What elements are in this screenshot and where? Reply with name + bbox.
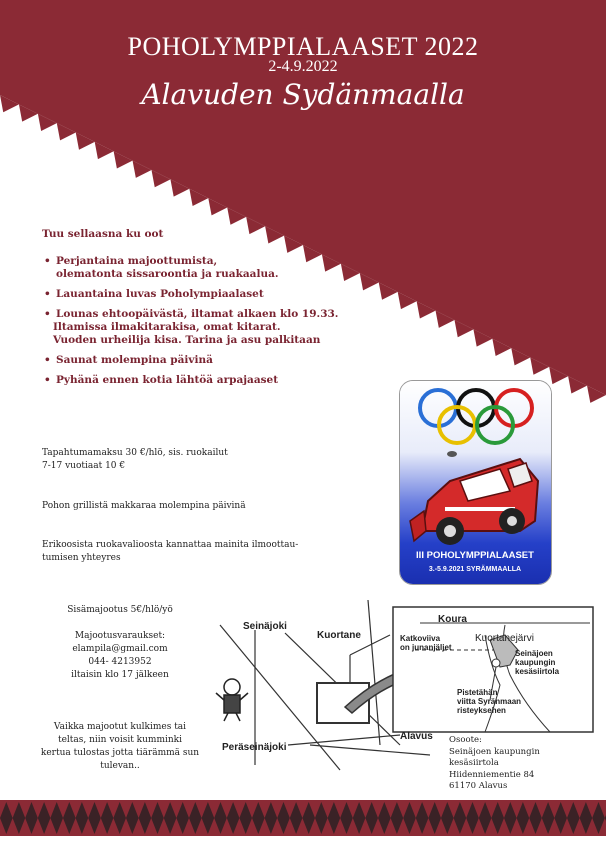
program-item-text: Lauantaina luvas Poholympiaalaset bbox=[56, 288, 264, 300]
program-item-text: Iltamissa ilmakitarakisa, omat kitarat. bbox=[53, 321, 281, 333]
booking-label: Majootusvaraukset: bbox=[74, 631, 166, 641]
address-line: Seinäjoen kaupungin bbox=[449, 746, 540, 757]
grill-info: Pohon grillistä makkaraa molempina päivinä bbox=[42, 501, 246, 511]
map-label-katkoviiva bbox=[400, 634, 452, 652]
booking-email: elampila@gmail.com bbox=[72, 644, 168, 654]
lodging-price: Sisämajootus 5€/hlö/yö bbox=[67, 605, 173, 615]
program-item-text: Pyhänä ennen kotia lähtöä arpajaaset bbox=[56, 374, 279, 386]
note-line: kertua tulostas jotta tiärämmä sun bbox=[40, 748, 200, 758]
booking-hours: iltaisin klo 17 jälkeen bbox=[71, 670, 169, 680]
map-label-kuortane: Kuortane bbox=[317, 630, 361, 641]
map-label-seinajoki: Seinäjoki bbox=[243, 621, 287, 632]
list-item bbox=[44, 255, 344, 281]
address-block bbox=[449, 735, 540, 793]
map-label-pistetahan bbox=[457, 688, 521, 715]
fee-info bbox=[42, 447, 228, 473]
note-line: Vaikka majootut kulkimes tai bbox=[53, 722, 187, 732]
map-label-alavus: Alavus bbox=[400, 731, 433, 742]
diet-info bbox=[42, 539, 298, 565]
piste-line: viitta Syränmaan bbox=[457, 697, 522, 706]
bird-icon bbox=[447, 451, 457, 457]
program-item-text: olematonta sissaroontia ja ruakaalua. bbox=[56, 268, 279, 280]
event-dates: 2-4.9.2022 bbox=[268, 58, 338, 75]
diet-line: tumisen yhteyres bbox=[42, 553, 121, 563]
address-label: Osoote: bbox=[449, 735, 482, 745]
booking-phone: 044- 4213952 bbox=[88, 657, 152, 667]
katkoviiva-line: on junanjäljet bbox=[400, 643, 452, 652]
katkoviiva-line: Katkoviiva bbox=[400, 634, 441, 643]
badge-illustration bbox=[400, 381, 551, 584]
piste-line: risteyksehen bbox=[457, 706, 506, 715]
diet-line: Erikoosista ruokavalioosta kannattaa mainita ilmoottau- bbox=[42, 540, 299, 550]
program-item-text: Saunat molempina päivinä bbox=[56, 354, 213, 366]
list-item bbox=[44, 354, 344, 367]
list-item bbox=[44, 308, 344, 347]
map-label-koura: Koura bbox=[438, 614, 467, 625]
list-item bbox=[44, 288, 344, 301]
badge-subtitle: 3.-5.9.2021 SYRÄMMAALLA bbox=[428, 566, 522, 573]
program-list bbox=[44, 255, 344, 394]
program-item-text: Lounas ehtoopäivästä, iltamat alkaen klo 19.33. bbox=[56, 308, 339, 320]
address-line: Hiidenniementie 84 bbox=[449, 769, 535, 780]
event-title: POHOLYMPPIALAASET 2022 bbox=[127, 32, 479, 61]
lodging-note bbox=[20, 721, 220, 773]
map-label-kuortanejarvi: Kuortanejärvi bbox=[475, 633, 534, 644]
list-item bbox=[44, 374, 344, 387]
kesasiirtola-line: kaupungin bbox=[515, 658, 556, 667]
kesasiirtola-line: Seinäjoen bbox=[515, 649, 553, 658]
note-line: tulevan.. bbox=[100, 761, 140, 771]
event-location: Alavuden Sydänmaalla bbox=[141, 78, 465, 111]
poholympia-badge bbox=[399, 380, 552, 585]
kesasiirtola-line: kesäsiirtola bbox=[515, 667, 560, 676]
address-line: kesäsiirtola bbox=[449, 758, 499, 768]
fee-line: Tapahtumamaksu 30 €/hlö, sis. ruokailut bbox=[42, 448, 228, 458]
program-item-text: Perjantaina majoottumista, bbox=[56, 255, 218, 267]
map-label-kesasiirtola bbox=[515, 649, 559, 676]
lodging-booking bbox=[30, 630, 210, 682]
note-line: teltas, niin voisit kumminki bbox=[57, 735, 183, 745]
fee-line: 7-17 vuotiaat 10 € bbox=[42, 461, 126, 471]
piste-line: Pistetähän bbox=[457, 688, 498, 697]
address-line: 61170 Alavus bbox=[449, 781, 508, 791]
badge-title: III POHOLYMPPIALAASET bbox=[416, 550, 534, 561]
mascot-figure-icon bbox=[216, 679, 248, 721]
intro-heading: Tuu sellaasna ku oot bbox=[42, 228, 164, 240]
program-item-text: Vuoden urheilija kisa. Tarina ja asu palkitaan bbox=[53, 334, 321, 346]
map-label-peraseinajoki: Peräseinäjoki bbox=[222, 742, 287, 753]
